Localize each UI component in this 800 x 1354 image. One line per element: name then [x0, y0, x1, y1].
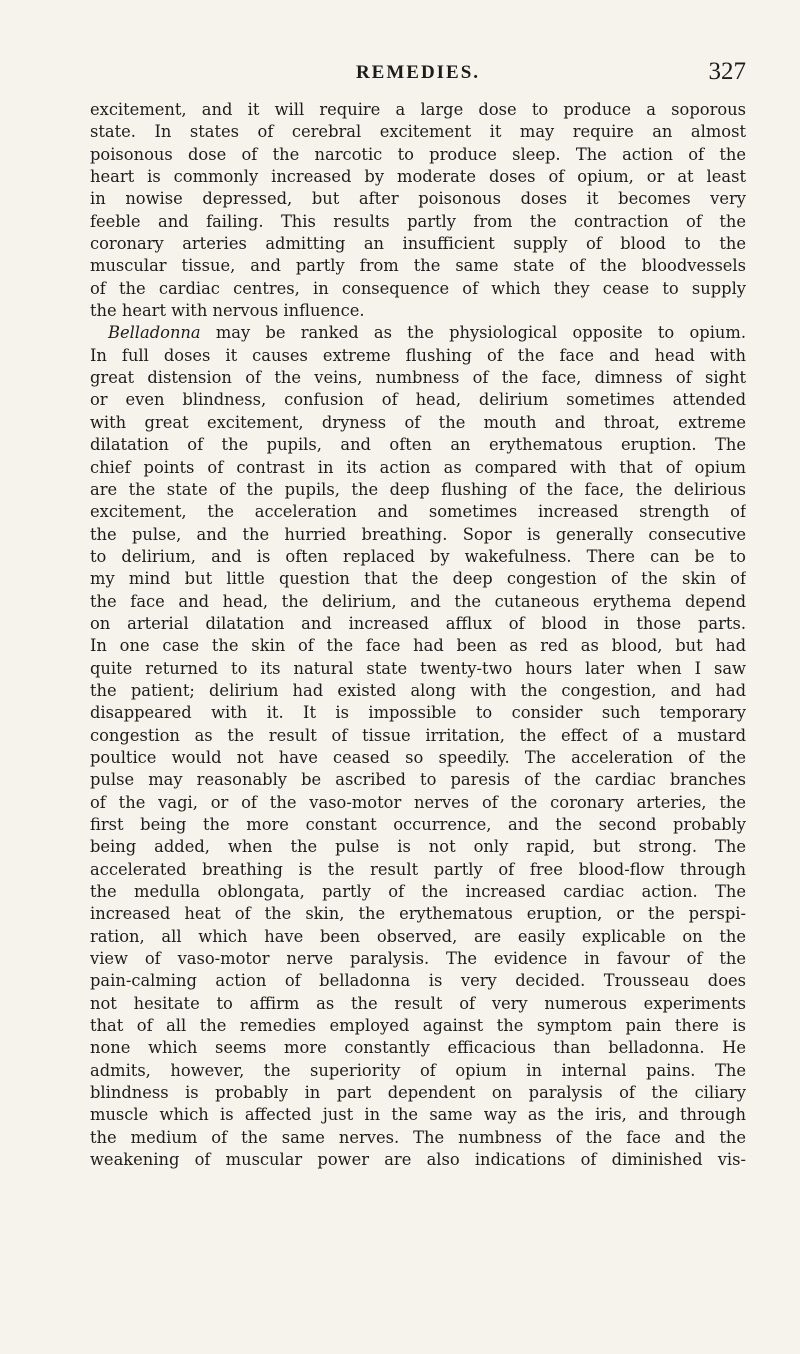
- text-line: [90, 1082, 746, 1104]
- text-line: [90, 1060, 746, 1082]
- line-text: weakening of muscular power are also indications of diminished vis-: [90, 1150, 746, 1170]
- text-line: [90, 457, 746, 479]
- text-line: [90, 345, 746, 367]
- text-line: [90, 903, 746, 925]
- line-text: poultice would not have ceased so speedily. The acceleration of the: [90, 747, 746, 767]
- line-text: poisonous dose of the narcotic to produce sleep. The action of the: [90, 144, 746, 164]
- text-line: [90, 255, 746, 277]
- text-line: [90, 680, 746, 702]
- text-line: [90, 993, 746, 1015]
- text-line: [90, 792, 746, 814]
- text-line: [90, 591, 746, 613]
- text-line: [90, 188, 746, 210]
- line-text: to delirium, and is often replaced by wakefulness. There can be to: [90, 546, 746, 566]
- line-text: great distension of the veins, numbness of the face, dimness of sight: [90, 368, 746, 388]
- line-text: quite returned to its natural state twenty-two hours later when I saw: [90, 658, 746, 678]
- text-line: [90, 99, 746, 121]
- line-text: coronary arteries admitting an insufficient supply of blood to the: [90, 234, 746, 254]
- line-text: pulse may reasonably be ascribed to paresis of the cardiac branches: [90, 770, 746, 790]
- line-text: are the state of the pupils, the deep flushing of the face, the delirious: [90, 479, 746, 499]
- text-line: [90, 367, 746, 389]
- text-line: [90, 881, 746, 903]
- line-text: In one case the skin of the face had been as red as blood, but had: [90, 636, 746, 656]
- line-text: may be ranked as the physiological opposite to opium.: [200, 323, 746, 343]
- line-text: that of all the remedies employed against the symptom pain there is: [90, 1016, 746, 1036]
- line-text: first being the more constant occurrence, and the second probably: [90, 815, 746, 834]
- text-line: [90, 278, 746, 300]
- text-line: [90, 836, 746, 858]
- text-line: [90, 434, 746, 456]
- text-line: [90, 233, 746, 255]
- text-line: [90, 524, 746, 546]
- line-text: being added, when the pulse is not only rapid, but strong. The: [90, 837, 746, 857]
- text-line: [90, 814, 746, 836]
- text-line: [90, 501, 746, 523]
- line-text: the medium of the same nerves. The numbness of the face and the: [90, 1127, 746, 1147]
- line-text: disappeared with it. It is impossible to consider such temporary: [90, 703, 746, 723]
- line-text: dilatation of the pupils, and often an erythematous eruption. The: [90, 435, 746, 455]
- page-number: 327: [708, 58, 746, 85]
- text-line: [90, 1104, 746, 1126]
- line-text: none which seems more constantly efficacious than belladonna. He: [90, 1038, 746, 1058]
- body-text: [90, 99, 746, 1299]
- line-text: the patient; delirium had existed along with the congestion, and had: [90, 680, 746, 700]
- text-line: [90, 948, 746, 970]
- line-text: or even blindness, confusion of head, delirium sometimes attended: [90, 390, 746, 410]
- running-title: REMEDIES.: [355, 62, 481, 83]
- line-text: muscle which is affected just in the same way as the iris, and through: [90, 1105, 746, 1125]
- line-text: of the cardiac centres, in consequence of which they cease to supply: [90, 278, 746, 298]
- line-text: muscular tissue, and partly from the same state of the bloodvessels: [90, 256, 746, 276]
- italic-term: Belladonna: [108, 323, 201, 343]
- line-text: not hesitate to affirm as the result of very numerous experiments: [90, 993, 746, 1013]
- line-text: feeble and failing. This results partly from the contraction of the: [90, 211, 746, 231]
- text-line: [90, 322, 746, 344]
- line-text: the face and head, the delirium, and the cutaneous erythema depend: [90, 591, 746, 611]
- text-line: [90, 546, 746, 568]
- text-line: [90, 1015, 746, 1037]
- text-line: [90, 725, 746, 747]
- line-text: the pulse, and the hurried breathing. Sopor is generally consecutive: [90, 524, 746, 544]
- line-text: accelerated breathing is the result partly of free blood-flow through: [90, 859, 746, 879]
- line-text: chief points of contrast in its action as compared with that of opium: [90, 457, 746, 477]
- line-text: excitement, the acceleration and sometimes increased strength of: [90, 502, 746, 522]
- text-line: [90, 613, 746, 635]
- line-text: pain-calming action of belladonna is very decided. Trousseau does: [90, 971, 746, 991]
- line-text: on arterial dilatation and increased afflux of blood in those parts.: [90, 613, 746, 633]
- line-text: state. In states of cerebral excitement it may require an almost: [90, 122, 746, 142]
- text-line: [90, 1149, 746, 1171]
- line-text: heart is commonly increased by moderate doses of opium, or at least: [90, 167, 746, 187]
- line-text: admits, however, the superiority of opium in internal pains. The: [90, 1060, 746, 1080]
- line-text: increased heat of the skin, the erythematous eruption, or the perspi-: [90, 904, 746, 924]
- text-line: [90, 747, 746, 769]
- line-text: blindness is probably in part dependent on paralysis of the ciliary: [90, 1083, 746, 1103]
- text-line: [90, 1037, 746, 1059]
- line-text: the medulla oblongata, partly of the increased cardiac action. The: [90, 882, 746, 902]
- text-line: [90, 166, 746, 188]
- text-line: [90, 568, 746, 590]
- text-line: [90, 412, 746, 434]
- text-line: [90, 144, 746, 166]
- line-text: in nowise depressed, but after poisonous doses it becomes very: [90, 189, 746, 209]
- text-line: [90, 970, 746, 992]
- text-line: [90, 300, 746, 322]
- text-line: [90, 702, 746, 724]
- text-line: [90, 769, 746, 791]
- text-line: [90, 211, 746, 233]
- text-line: [90, 389, 746, 411]
- text-line: [90, 635, 746, 657]
- text-line: [90, 859, 746, 881]
- text-line: [90, 926, 746, 948]
- line-text: view of vaso-motor nerve paralysis. The evidence in favour of the: [90, 949, 746, 969]
- text-line: [90, 658, 746, 680]
- line-text: with great excitement, dryness of the mouth and throat, extreme: [90, 412, 746, 432]
- line-text: of the vagi, or of the vaso-motor nerves of the coronary arteries, the: [90, 792, 746, 812]
- line-text: ration, all which have been observed, are easily explicable on the: [90, 926, 746, 946]
- line-text: excitement, and it will require a large dose to produce a soporous: [90, 100, 746, 119]
- line-text: congestion as the result of tissue irritation, the effect of a mustard: [90, 725, 746, 745]
- line-text: my mind but little question that the deep congestion of the skin of: [90, 569, 746, 589]
- text-line: [90, 121, 746, 143]
- line-text: In full doses it causes extreme flushing of the face and head with: [90, 345, 746, 365]
- text-line: [90, 1127, 746, 1149]
- line-text: the heart with nervous influence.: [90, 301, 365, 321]
- text-line: [90, 479, 746, 501]
- running-head: [90, 60, 746, 88]
